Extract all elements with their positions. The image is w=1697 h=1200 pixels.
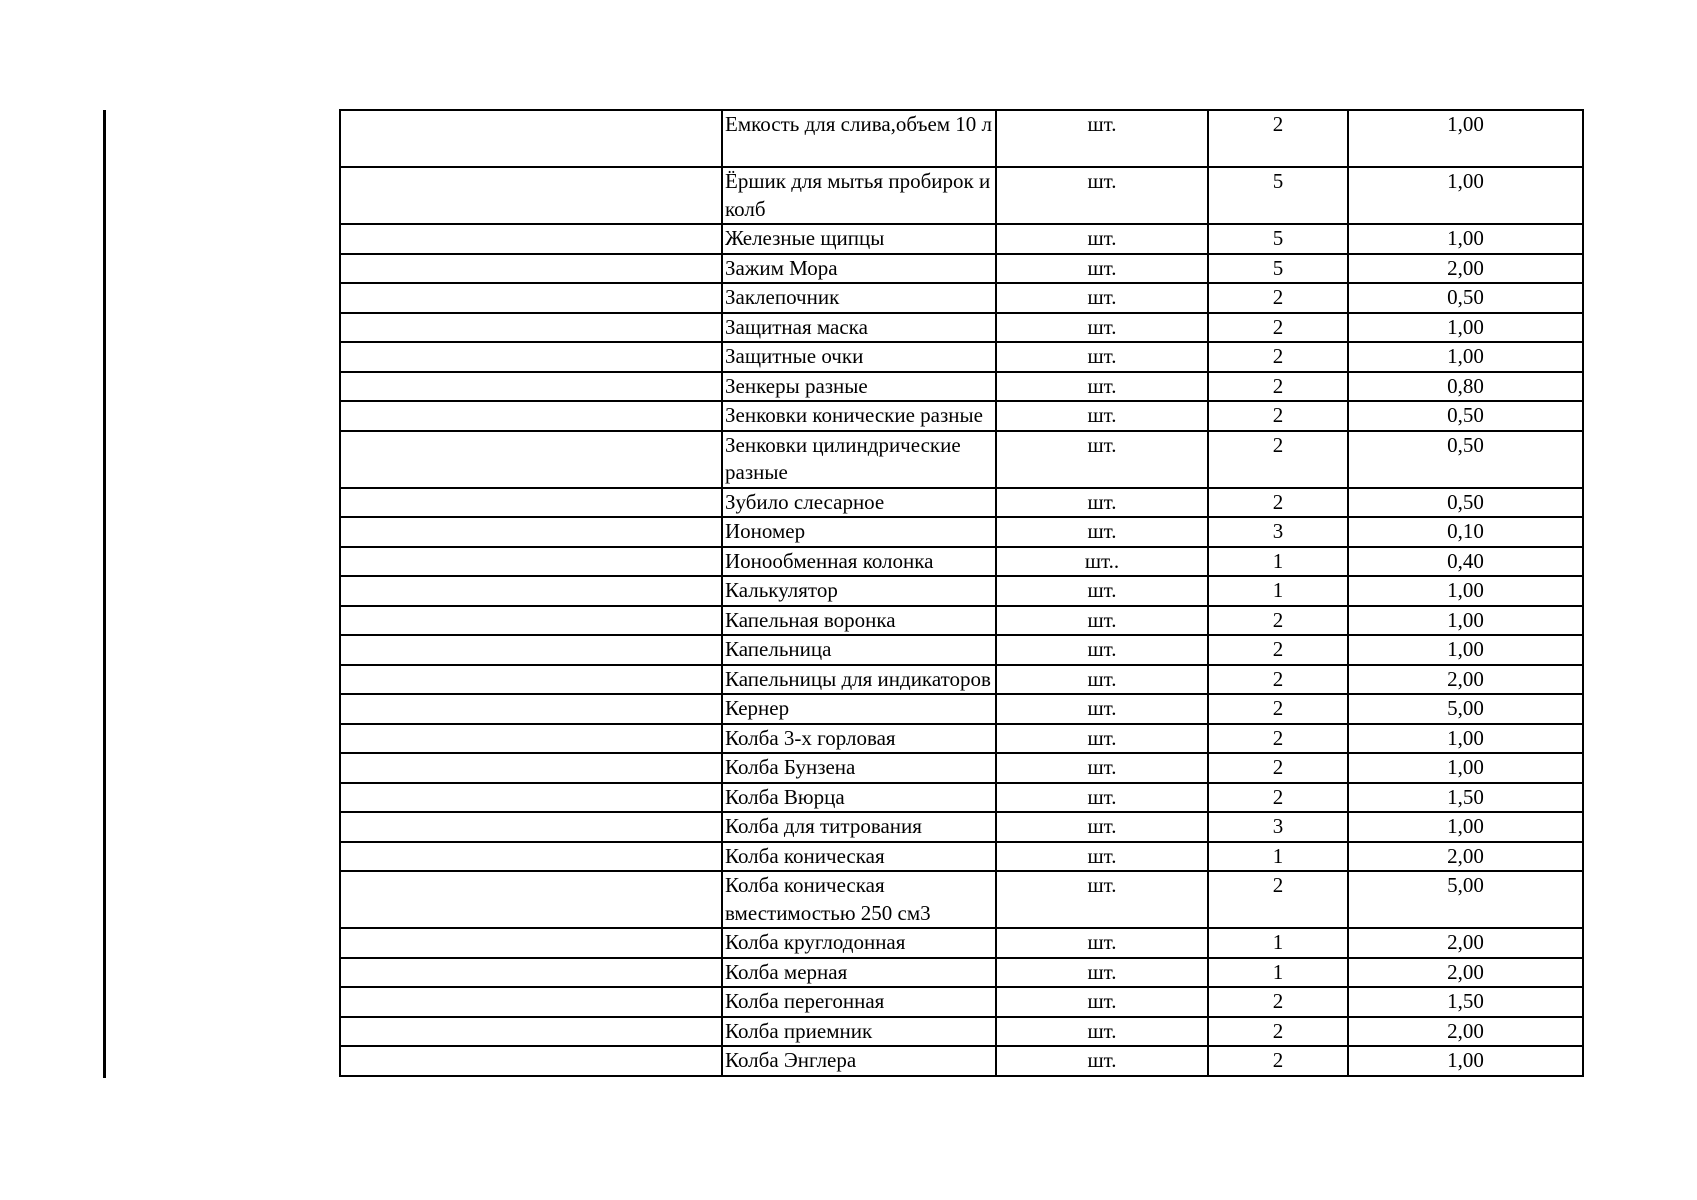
table-row bbox=[340, 606, 1583, 636]
table-row bbox=[340, 576, 1583, 606]
quantity-cell: 5 bbox=[1208, 224, 1348, 254]
table-row bbox=[340, 431, 1583, 488]
section-cell bbox=[340, 342, 722, 372]
unit-cell: шт. bbox=[996, 606, 1208, 636]
section-cell bbox=[340, 694, 722, 724]
unit-cell: шт. bbox=[996, 431, 1208, 488]
quantity-cell: 1 bbox=[1208, 576, 1348, 606]
quantity-cell: 3 bbox=[1208, 517, 1348, 547]
item-name-cell: Колба 3-х горловая bbox=[722, 724, 996, 754]
section-cell bbox=[340, 842, 722, 872]
quantity-cell: 2 bbox=[1208, 110, 1348, 167]
item-name-cell: Колба Бунзена bbox=[722, 753, 996, 783]
quantity-cell: 2 bbox=[1208, 283, 1348, 313]
value-cell: 1,00 bbox=[1348, 110, 1583, 167]
item-name-cell: Кернер bbox=[722, 694, 996, 724]
item-name-cell: Ёршик для мытья пробирок и колб bbox=[722, 167, 996, 224]
unit-cell: шт. bbox=[996, 488, 1208, 518]
table-row bbox=[340, 724, 1583, 754]
value-cell: 1,50 bbox=[1348, 783, 1583, 813]
quantity-cell: 5 bbox=[1208, 167, 1348, 224]
section-cell bbox=[340, 987, 722, 1017]
quantity-cell: 2 bbox=[1208, 606, 1348, 636]
unit-cell: шт. bbox=[996, 283, 1208, 313]
quantity-cell: 2 bbox=[1208, 401, 1348, 431]
table-row bbox=[340, 665, 1583, 695]
section-cell bbox=[340, 783, 722, 813]
value-cell: 1,00 bbox=[1348, 724, 1583, 754]
unit-cell: шт. bbox=[996, 987, 1208, 1017]
table-row bbox=[340, 110, 1583, 167]
quantity-cell: 2 bbox=[1208, 724, 1348, 754]
quantity-cell: 5 bbox=[1208, 254, 1348, 284]
table-row bbox=[340, 1017, 1583, 1047]
item-name-cell: Колба коническая вместимостью 250 см3 bbox=[722, 871, 996, 928]
unit-cell: шт. bbox=[996, 254, 1208, 284]
value-cell: 1,00 bbox=[1348, 576, 1583, 606]
item-name-cell: Зажим Мора bbox=[722, 254, 996, 284]
unit-cell: шт. bbox=[996, 871, 1208, 928]
section-cell bbox=[340, 431, 722, 488]
item-name-cell: Капельная воронка bbox=[722, 606, 996, 636]
quantity-cell: 1 bbox=[1208, 842, 1348, 872]
table-row bbox=[340, 283, 1583, 313]
unit-cell: шт. bbox=[996, 576, 1208, 606]
quantity-cell: 1 bbox=[1208, 958, 1348, 988]
unit-cell: шт. bbox=[996, 753, 1208, 783]
section-cell bbox=[340, 606, 722, 636]
table-row bbox=[340, 342, 1583, 372]
quantity-cell: 2 bbox=[1208, 342, 1348, 372]
value-cell: 0,50 bbox=[1348, 401, 1583, 431]
item-name-cell: Ионообменная колонка bbox=[722, 547, 996, 577]
table-row bbox=[340, 401, 1583, 431]
item-name-cell: Железные щипцы bbox=[722, 224, 996, 254]
table-row bbox=[340, 517, 1583, 547]
unit-cell: шт. bbox=[996, 958, 1208, 988]
left-margin-rule bbox=[103, 110, 106, 1078]
table-row bbox=[340, 488, 1583, 518]
item-name-cell: Зенковки конические разные bbox=[722, 401, 996, 431]
section-cell bbox=[340, 313, 722, 343]
section-cell bbox=[340, 635, 722, 665]
inventory-table-body bbox=[340, 110, 1583, 1076]
table-row bbox=[340, 958, 1583, 988]
value-cell: 0,40 bbox=[1348, 547, 1583, 577]
item-name-cell: Колба для титрования bbox=[722, 812, 996, 842]
unit-cell: шт. bbox=[996, 401, 1208, 431]
section-cell bbox=[340, 753, 722, 783]
quantity-cell: 2 bbox=[1208, 1046, 1348, 1076]
unit-cell: шт. bbox=[996, 724, 1208, 754]
quantity-cell: 2 bbox=[1208, 635, 1348, 665]
section-cell bbox=[340, 1017, 722, 1047]
item-name-cell: Зубило слесарное bbox=[722, 488, 996, 518]
value-cell: 0,10 bbox=[1348, 517, 1583, 547]
quantity-cell: 2 bbox=[1208, 871, 1348, 928]
value-cell: 1,00 bbox=[1348, 224, 1583, 254]
value-cell: 2,00 bbox=[1348, 254, 1583, 284]
item-name-cell: Колба Энглера bbox=[722, 1046, 996, 1076]
value-cell: 0,50 bbox=[1348, 488, 1583, 518]
item-name-cell: Иономер bbox=[722, 517, 996, 547]
table-row bbox=[340, 753, 1583, 783]
value-cell: 1,00 bbox=[1348, 167, 1583, 224]
value-cell: 1,00 bbox=[1348, 812, 1583, 842]
quantity-cell: 2 bbox=[1208, 694, 1348, 724]
section-cell bbox=[340, 283, 722, 313]
value-cell: 1,00 bbox=[1348, 753, 1583, 783]
unit-cell: шт. bbox=[996, 928, 1208, 958]
value-cell: 2,00 bbox=[1348, 958, 1583, 988]
section-cell bbox=[340, 812, 722, 842]
item-name-cell: Капельницы для индикаторов bbox=[722, 665, 996, 695]
quantity-cell: 2 bbox=[1208, 987, 1348, 1017]
unit-cell: шт. bbox=[996, 1046, 1208, 1076]
quantity-cell: 2 bbox=[1208, 313, 1348, 343]
section-cell bbox=[340, 488, 722, 518]
quantity-cell: 2 bbox=[1208, 431, 1348, 488]
value-cell: 1,50 bbox=[1348, 987, 1583, 1017]
quantity-cell: 2 bbox=[1208, 372, 1348, 402]
table-row bbox=[340, 167, 1583, 224]
value-cell: 2,00 bbox=[1348, 1017, 1583, 1047]
item-name-cell: Зенкеры разные bbox=[722, 372, 996, 402]
value-cell: 2,00 bbox=[1348, 928, 1583, 958]
item-name-cell: Колба перегонная bbox=[722, 987, 996, 1017]
section-cell bbox=[340, 372, 722, 402]
quantity-cell: 2 bbox=[1208, 488, 1348, 518]
unit-cell: шт.. bbox=[996, 547, 1208, 577]
item-name-cell: Капельница bbox=[722, 635, 996, 665]
section-cell bbox=[340, 254, 722, 284]
unit-cell: шт. bbox=[996, 665, 1208, 695]
quantity-cell: 2 bbox=[1208, 665, 1348, 695]
item-name-cell: Калькулятор bbox=[722, 576, 996, 606]
section-cell bbox=[340, 576, 722, 606]
value-cell: 1,00 bbox=[1348, 313, 1583, 343]
section-cell bbox=[340, 871, 722, 928]
item-name-cell: Защитная маска bbox=[722, 313, 996, 343]
item-name-cell: Защитные очки bbox=[722, 342, 996, 372]
item-name-cell: Колба мерная bbox=[722, 958, 996, 988]
section-cell bbox=[340, 401, 722, 431]
section-cell bbox=[340, 665, 722, 695]
section-cell bbox=[340, 110, 722, 167]
unit-cell: шт. bbox=[996, 783, 1208, 813]
unit-cell: шт. bbox=[996, 635, 1208, 665]
item-name-cell: Колба коническая bbox=[722, 842, 996, 872]
table-row bbox=[340, 812, 1583, 842]
value-cell: 5,00 bbox=[1348, 694, 1583, 724]
unit-cell: шт. bbox=[996, 224, 1208, 254]
value-cell: 0,50 bbox=[1348, 431, 1583, 488]
item-name-cell: Колба приемник bbox=[722, 1017, 996, 1047]
section-cell bbox=[340, 958, 722, 988]
table-row bbox=[340, 694, 1583, 724]
item-name-cell: Колба Вюрца bbox=[722, 783, 996, 813]
section-cell bbox=[340, 167, 722, 224]
table-row bbox=[340, 313, 1583, 343]
quantity-cell: 2 bbox=[1208, 753, 1348, 783]
value-cell: 0,50 bbox=[1348, 283, 1583, 313]
table-row bbox=[340, 871, 1583, 928]
quantity-cell: 1 bbox=[1208, 547, 1348, 577]
table-row bbox=[340, 928, 1583, 958]
table-row bbox=[340, 1046, 1583, 1076]
quantity-cell: 1 bbox=[1208, 928, 1348, 958]
unit-cell: шт. bbox=[996, 342, 1208, 372]
section-cell bbox=[340, 224, 722, 254]
unit-cell: шт. bbox=[996, 372, 1208, 402]
unit-cell: шт. bbox=[996, 1017, 1208, 1047]
value-cell: 1,00 bbox=[1348, 342, 1583, 372]
quantity-cell: 3 bbox=[1208, 812, 1348, 842]
section-cell bbox=[340, 547, 722, 577]
unit-cell: шт. bbox=[996, 110, 1208, 167]
unit-cell: шт. bbox=[996, 812, 1208, 842]
value-cell: 1,00 bbox=[1348, 606, 1583, 636]
value-cell: 2,00 bbox=[1348, 665, 1583, 695]
section-cell bbox=[340, 724, 722, 754]
quantity-cell: 2 bbox=[1208, 783, 1348, 813]
table-row bbox=[340, 987, 1583, 1017]
item-name-cell: Емкость для слива,объем 10 л bbox=[722, 110, 996, 167]
table-row bbox=[340, 783, 1583, 813]
section-cell bbox=[340, 928, 722, 958]
table-row bbox=[340, 635, 1583, 665]
item-name-cell: Зенковки цилиндрические разные bbox=[722, 431, 996, 488]
item-name-cell: Колба круглодонная bbox=[722, 928, 996, 958]
unit-cell: шт. bbox=[996, 167, 1208, 224]
table-row bbox=[340, 547, 1583, 577]
item-name-cell: Заклепочник bbox=[722, 283, 996, 313]
table-row bbox=[340, 372, 1583, 402]
unit-cell: шт. bbox=[996, 517, 1208, 547]
value-cell: 2,00 bbox=[1348, 842, 1583, 872]
section-cell bbox=[340, 517, 722, 547]
table-row bbox=[340, 842, 1583, 872]
unit-cell: шт. bbox=[996, 313, 1208, 343]
value-cell: 5,00 bbox=[1348, 871, 1583, 928]
table-row bbox=[340, 254, 1583, 284]
value-cell: 1,00 bbox=[1348, 635, 1583, 665]
value-cell: 0,80 bbox=[1348, 372, 1583, 402]
quantity-cell: 2 bbox=[1208, 1017, 1348, 1047]
unit-cell: шт. bbox=[996, 694, 1208, 724]
unit-cell: шт. bbox=[996, 842, 1208, 872]
section-cell bbox=[340, 1046, 722, 1076]
inventory-table bbox=[339, 109, 1584, 1077]
table-row bbox=[340, 224, 1583, 254]
value-cell: 1,00 bbox=[1348, 1046, 1583, 1076]
